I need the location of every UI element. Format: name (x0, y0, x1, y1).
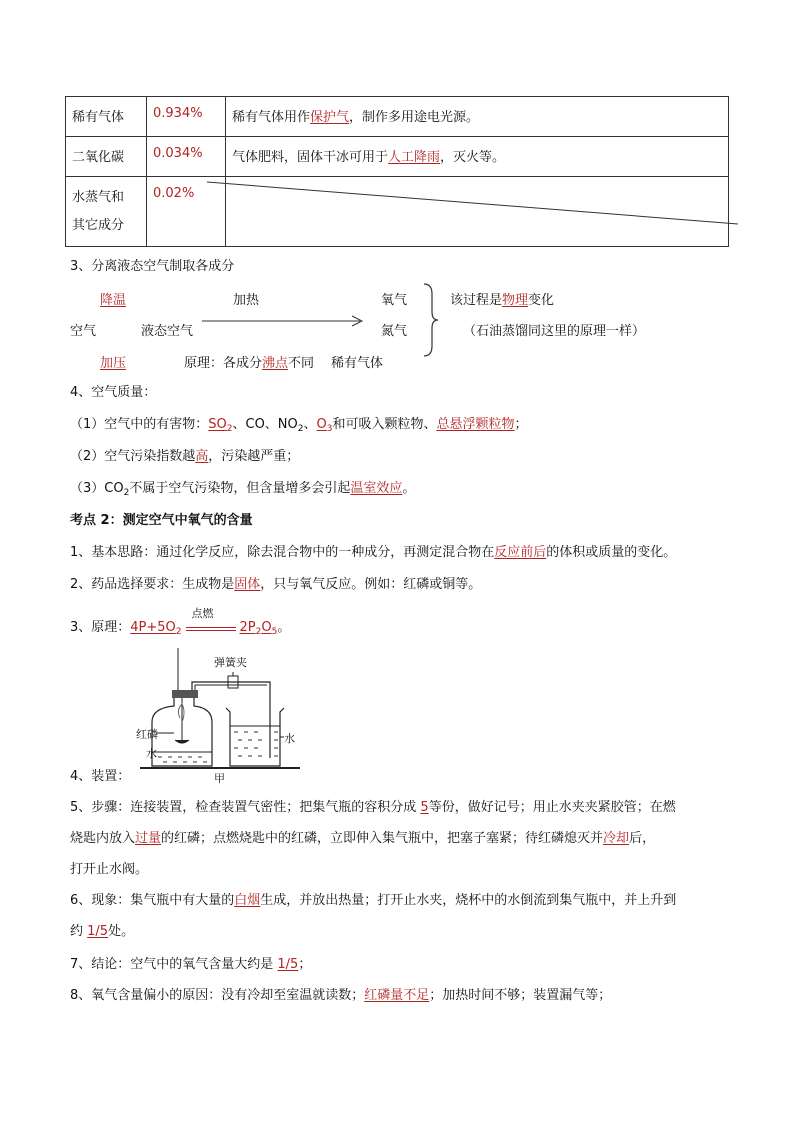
figure-label: 红磷 (136, 728, 158, 741)
paragraph: 打开止水阀。 (70, 862, 149, 877)
paragraph: $(3)CO_2$不属于空气污染物，但含量增多会引起温室效应。 (70, 481, 416, 498)
paragraph: 8、氧气含量偏小的原因：没有冷却至室温就读数；红磷量不足；加热时间不够；装置漏气等； (70, 988, 612, 1003)
paragraph: （2）空气污染指数越高，污染越严重； (70, 449, 300, 464)
gas-percent: 0.934% (147, 97, 226, 137)
label: 氧气 (381, 293, 408, 308)
figure-label: 弹簧夹 (214, 656, 247, 669)
label: 氮气 (381, 324, 408, 339)
paragraph: 烧匙内放入过量的红磷；点燃烧匙中的红磷，立即伸入集气瓶中，把塞子塞紧；待红磷熄灭并冷却后， (70, 831, 656, 846)
note: （石油蒸馏同这里的原理一样） (463, 324, 646, 339)
reaction-arrow: 点燃 (182, 618, 240, 638)
paragraph: 7、结论：空气中的氧气含量大约是 1/5； (70, 957, 312, 972)
label: 稀有气体 (331, 356, 384, 371)
figure-label: 水 (146, 747, 157, 760)
paragraph: 2、药品选择要求：生成物是固体，只与氧气反应。例如：红磷或铜等。 (70, 577, 482, 592)
paragraph: （1）空气中的有害物：$SO_2$、CO、$NO_2$、$O_3$和可吸入颗粒物、总悬浮颗粒物； (70, 417, 528, 434)
paragraph: 1、基本思路：通过化学反应，除去混合物中的一种成分，再测定混合物在反应前后的体积或质量的变化。 (70, 545, 677, 560)
paragraph: 5、步骤：连接装置，检查装置气密性；把集气瓶的容积分成 5等份，做好记号；用止水夹夹紧胶管；在燃 (70, 800, 676, 815)
arrow-icon (200, 314, 368, 328)
gas-name: 二氧化碳 (66, 137, 147, 177)
section-title: 4、空气质量： (70, 385, 157, 400)
answer: 人工降雨 (388, 150, 441, 165)
paragraph: 约 1/5处。 (70, 924, 135, 939)
gas-use: 稀有气体用作保护气，制作多用途电光源。 (226, 97, 729, 137)
heading: 考点 2：测定空气中氧气的含量 (70, 513, 253, 528)
gas-use: 气体肥料，固体干冰可用于人工降雨，灭火等。 (226, 137, 729, 177)
label: 加热 (233, 293, 260, 308)
figure-label: 水 (284, 732, 295, 745)
label: 空气 (70, 324, 97, 339)
answer: 降温 (100, 293, 127, 308)
answer: 加压 (100, 356, 127, 371)
brace-icon (420, 282, 440, 358)
principle: 原理：各成分沸点不同 (184, 356, 315, 371)
equation-line: 3、原理：$4P+5O_2$ 点燃 $2P_2O_5$。 (70, 607, 291, 637)
diagonal-line (0, 0, 794, 260)
gas-name: 水蒸气和 其它成分 (66, 177, 147, 247)
process-note: 该过程是物理变化 (450, 293, 555, 308)
label: 液态空气 (141, 324, 194, 339)
figure-caption: 甲 (214, 772, 225, 785)
answer: 保护气 (310, 110, 350, 125)
gas-percent: 0.034% (147, 137, 226, 177)
paragraph: 4、装置： (70, 769, 131, 784)
section-title: 3、分离液态空气制取各成分 (70, 259, 235, 274)
paragraph: 6、现象：集气瓶中有大量的白烟生成，并放出热量；打开止水夹，烧杯中的水倒流到集气瓶中，并上升到 (70, 893, 677, 908)
gas-percent: 0.02% (147, 177, 226, 247)
gas-name: 稀有气体 (66, 97, 147, 137)
